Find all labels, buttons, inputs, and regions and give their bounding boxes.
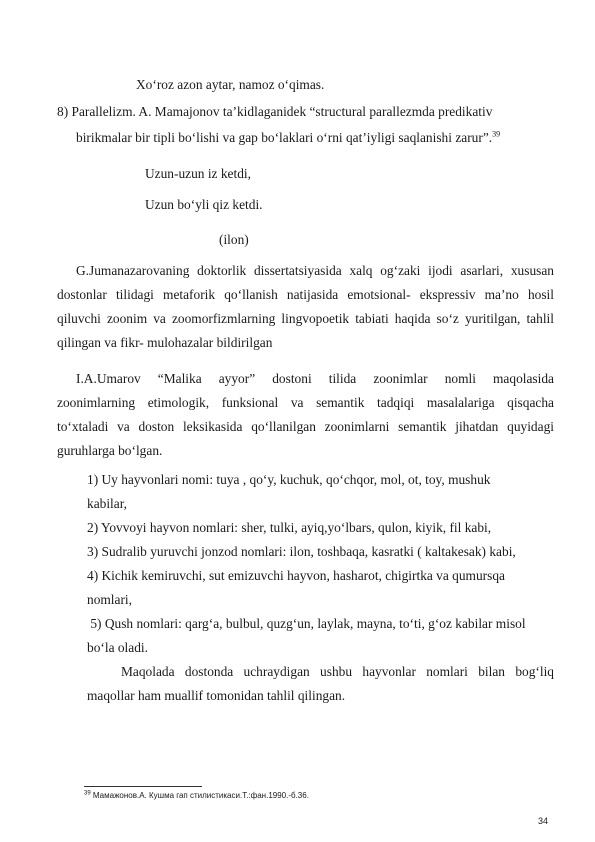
footnote-ref: 39 [492,129,501,139]
footnote-text: Мамажонов.А. Кушма гап стилистикаси.Т.:фан.1990.-б.36. [90,791,309,800]
footnote-divider [84,786,202,787]
list-item-4a: 4) Kichik kemiruvchi, sut emizuvchi hayvon, hasharot, chigirtka va qumursqa [87,568,505,583]
list-item-3: 3) Sudralib yuruvchi jonzod nomlari: ilon, toshbaqa, kasratki ( kaltakesak) kabi, [87,544,516,559]
list-item-2: 2) Yovvoyi hayvon nomlari: sher, tulki, ayiq,yo‘lbars, qulon, kiyik, fil kabi, [87,520,492,535]
list-item-1b: kabilar, [87,496,127,511]
para1-line1: G.Jumanazarovaning doktorlik dissertatsiyasida xalq og‘zaki ijodi asarlari, xususan [76,263,554,278]
para3-line1: Maqolada dostonda uchraydigan ushbu hayvonlar nomlari bilan bog‘liq [121,664,554,679]
para2-line4: guruhlarga bo‘lgan. [57,443,163,458]
list-item-4b: nomlari, [87,592,132,607]
page-number: 34 [538,816,549,826]
para1-line2: dostonlar tilidagi metaforik qo‘llanish natijasida emotsional- ekspressiv ma’no hosil [57,287,554,302]
riddle-answer: (ilon) [219,232,249,247]
verse-line2: Uzun bo‘yli qiz ketdi. [145,197,263,212]
verse-line1: Uzun-uzun iz ketdi, [145,166,251,181]
para1-line3: qiluvchi zoonim va zoomorfizmlarning lingvopoetik tabiati haqida so‘z yuritilgan, tahlil [57,311,554,326]
list-item-1a: 1) Uy hayvonlari nomi: tuya , qo‘y, kuchuk, qo‘chqor, mol, ot, toy, mushuk [87,472,491,487]
para2-line2: zoonimlarning etimologik, funksional va semantik tadqiqi masalalariga qisqacha [57,395,554,410]
para2-line3: to‘xtaladi va doston leksikasida qo‘llanilgan zoonimlarni semantik jihatdan quyidagi [57,419,554,434]
list-item-5a: 5) Qush nomlari: qarg‘a, bulbul, quzg‘un, laylak, mayna, to‘ti, g‘oz kabilar misol [87,616,526,631]
item8-line1: 8) Parallelizm. A. Mamajonov ta’kidlaganidek “structural parallezmda predikativ [57,104,493,119]
list-item-5b: bo‘la oladi. [87,640,148,655]
footnote-number: 39 [84,790,91,797]
para1-line4: qilingan va fikr- mulohazalar bildirilgan [57,335,273,350]
footnote [84,791,309,801]
para2-line1: I.A.Umarov “Malika ayyor” dostoni tilida zoonimlar nomli maqolasida [76,371,554,386]
para3-line2: maqollar ham muallif tomonidan tahlil qilingan. [87,688,346,703]
proverb-line: Xo‘roz azon aytar, namoz o‘qimas. [136,77,325,92]
item8-line2: birikmalar bir tipli bo‘lishi va gap bo‘laklari o‘rni qat’iyligi saqlanishi zarur”.$^{39}$ [76,129,501,145]
